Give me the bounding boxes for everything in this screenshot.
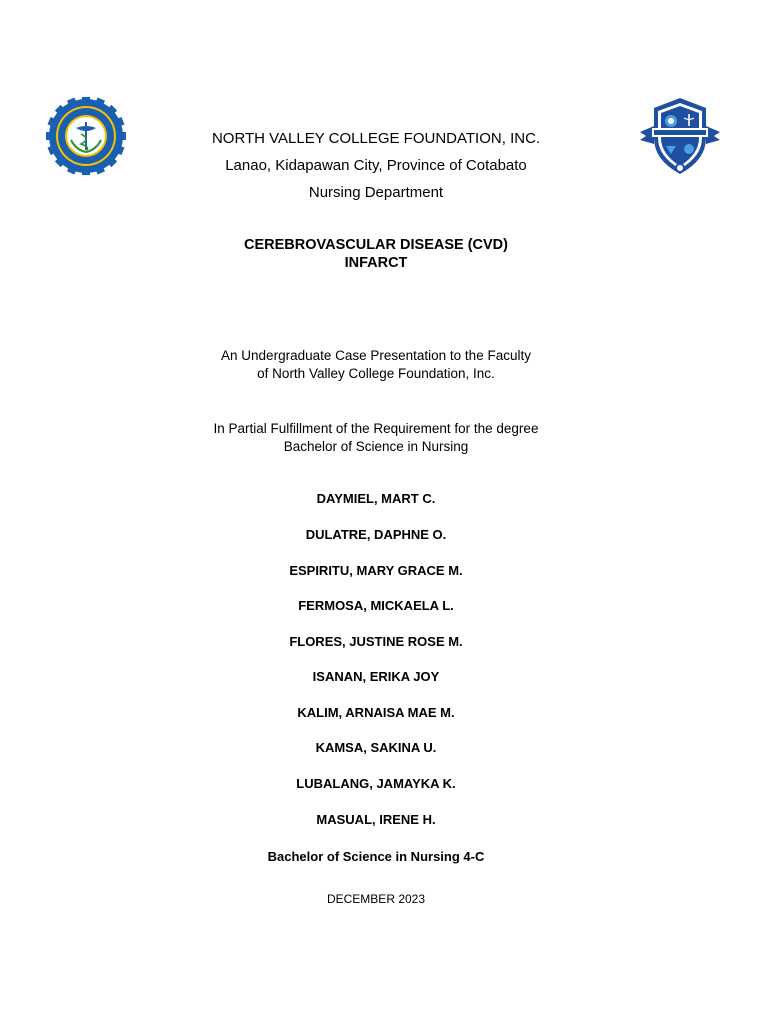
title-line-2: INFARCT — [344, 255, 408, 271]
presentation-line-2: of North Valley College Foundation, Inc. — [257, 366, 495, 381]
document-title — [0, 236, 752, 272]
institution-address: Lanao, Kidapawan City, Province of Cotabato — [225, 157, 527, 174]
presentation-statement — [0, 347, 752, 383]
presentation-line-1: An Undergraduate Case Presentation to the Faculty — [221, 348, 531, 363]
author-name: DAYMIEL, MART C. — [316, 491, 436, 506]
fulfillment-statement — [0, 420, 752, 456]
author-name: MASUAL, IRENE H. — [316, 812, 436, 827]
author-name: ISANAN, ERIKA JOY — [312, 669, 440, 684]
institution-name: NORTH VALLEY COLLEGE FOUNDATION, INC. — [211, 130, 541, 147]
author-name: DULATRE, DAPHNE O. — [305, 527, 447, 542]
author-name: FLORES, JUSTINE ROSE M. — [289, 634, 463, 649]
author-name: ESPIRITU, MARY GRACE M. — [289, 563, 463, 578]
department-name: Nursing Department — [308, 184, 444, 201]
author-name: FERMOSA, MICKAELA L. — [298, 598, 454, 613]
class-section: Bachelor of Science in Nursing 4-C — [267, 849, 485, 864]
submission-date: DECEMBER 2023 — [326, 892, 426, 906]
author-name: KAMSA, SAKINA U. — [315, 740, 437, 755]
fulfillment-line-1: In Partial Fulfillment of the Requirement for the degree — [213, 421, 539, 436]
author-name: LUBALANG, JAMAYKA K. — [296, 776, 456, 791]
fulfillment-line-2: Bachelor of Science in Nursing — [283, 439, 469, 454]
title-line-1: CEREBROVASCULAR DISEASE (CVD) — [244, 237, 508, 253]
author-name: KALIM, ARNAISA MAE M. — [297, 705, 455, 720]
